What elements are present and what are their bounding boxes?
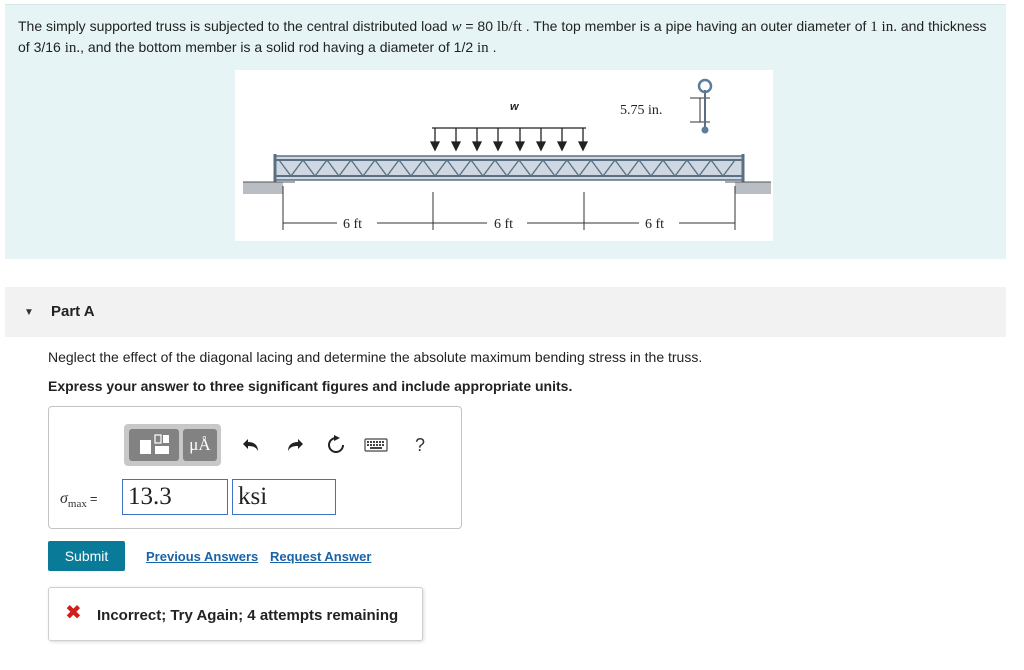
load-unit: lb/ft	[496, 19, 522, 35]
question-text: Neglect the effect of the diagonal lacing and determine the absolute maximum bending stress in the truss.	[48, 349, 703, 365]
undo-icon[interactable]	[238, 431, 266, 459]
units-input[interactable]: ksi	[232, 479, 336, 515]
collapse-caret-icon[interactable]: ▼	[24, 307, 34, 318]
feedback-panel	[48, 587, 423, 641]
supports	[243, 182, 771, 194]
truss	[275, 154, 743, 182]
feedback-message: Incorrect; Try Again; 4 attempts remaining	[97, 607, 399, 624]
templates-icon	[129, 429, 179, 461]
load-label: w	[510, 101, 519, 113]
previous-answers-link[interactable]: Previous Answers	[146, 549, 259, 564]
reset-icon[interactable]	[322, 431, 350, 459]
redo-icon[interactable]	[280, 431, 308, 459]
submit-button[interactable]: Submit	[48, 541, 125, 571]
span-label-3: 6 ft	[645, 217, 665, 232]
request-answer-link[interactable]: Request Answer	[270, 549, 372, 564]
templates-button[interactable]	[129, 429, 179, 461]
keyboard-icon[interactable]	[362, 431, 390, 459]
span-label-2: 6 ft	[494, 217, 514, 232]
depth-dimension	[690, 80, 711, 133]
answer-label: $\sigma_{max}$ =	[60, 490, 98, 511]
instruction-text: Express your answer to three significant figures and include appropriate units.	[48, 378, 573, 394]
answer-box	[48, 406, 462, 529]
problem-statement-panel	[5, 4, 1006, 259]
load-symbol: w	[451, 19, 462, 35]
help-icon[interactable]: ?	[414, 434, 425, 455]
distributed-load-arrows	[431, 128, 587, 150]
part-title: Part A	[51, 303, 95, 320]
template-toolbar-group	[124, 424, 221, 466]
part-a-header[interactable]	[5, 287, 1006, 337]
problem-statement: The simply supported truss is subjected to the central distributed load w = 80 lb/ft . The top member is a pipe having an outer diameter of 1 in. and thickness of 3/16 in., and the bottom member is a solid rod having a diameter of 1/2 in .	[18, 18, 987, 56]
span-label-1: 6 ft	[343, 217, 363, 232]
units-button[interactable]: μÅ	[183, 429, 217, 461]
depth-label: 5.75 in.	[620, 103, 663, 118]
truss-figure	[235, 70, 773, 241]
value-input[interactable]: 13.3	[122, 479, 228, 515]
error-x-icon: ✖	[65, 602, 82, 624]
